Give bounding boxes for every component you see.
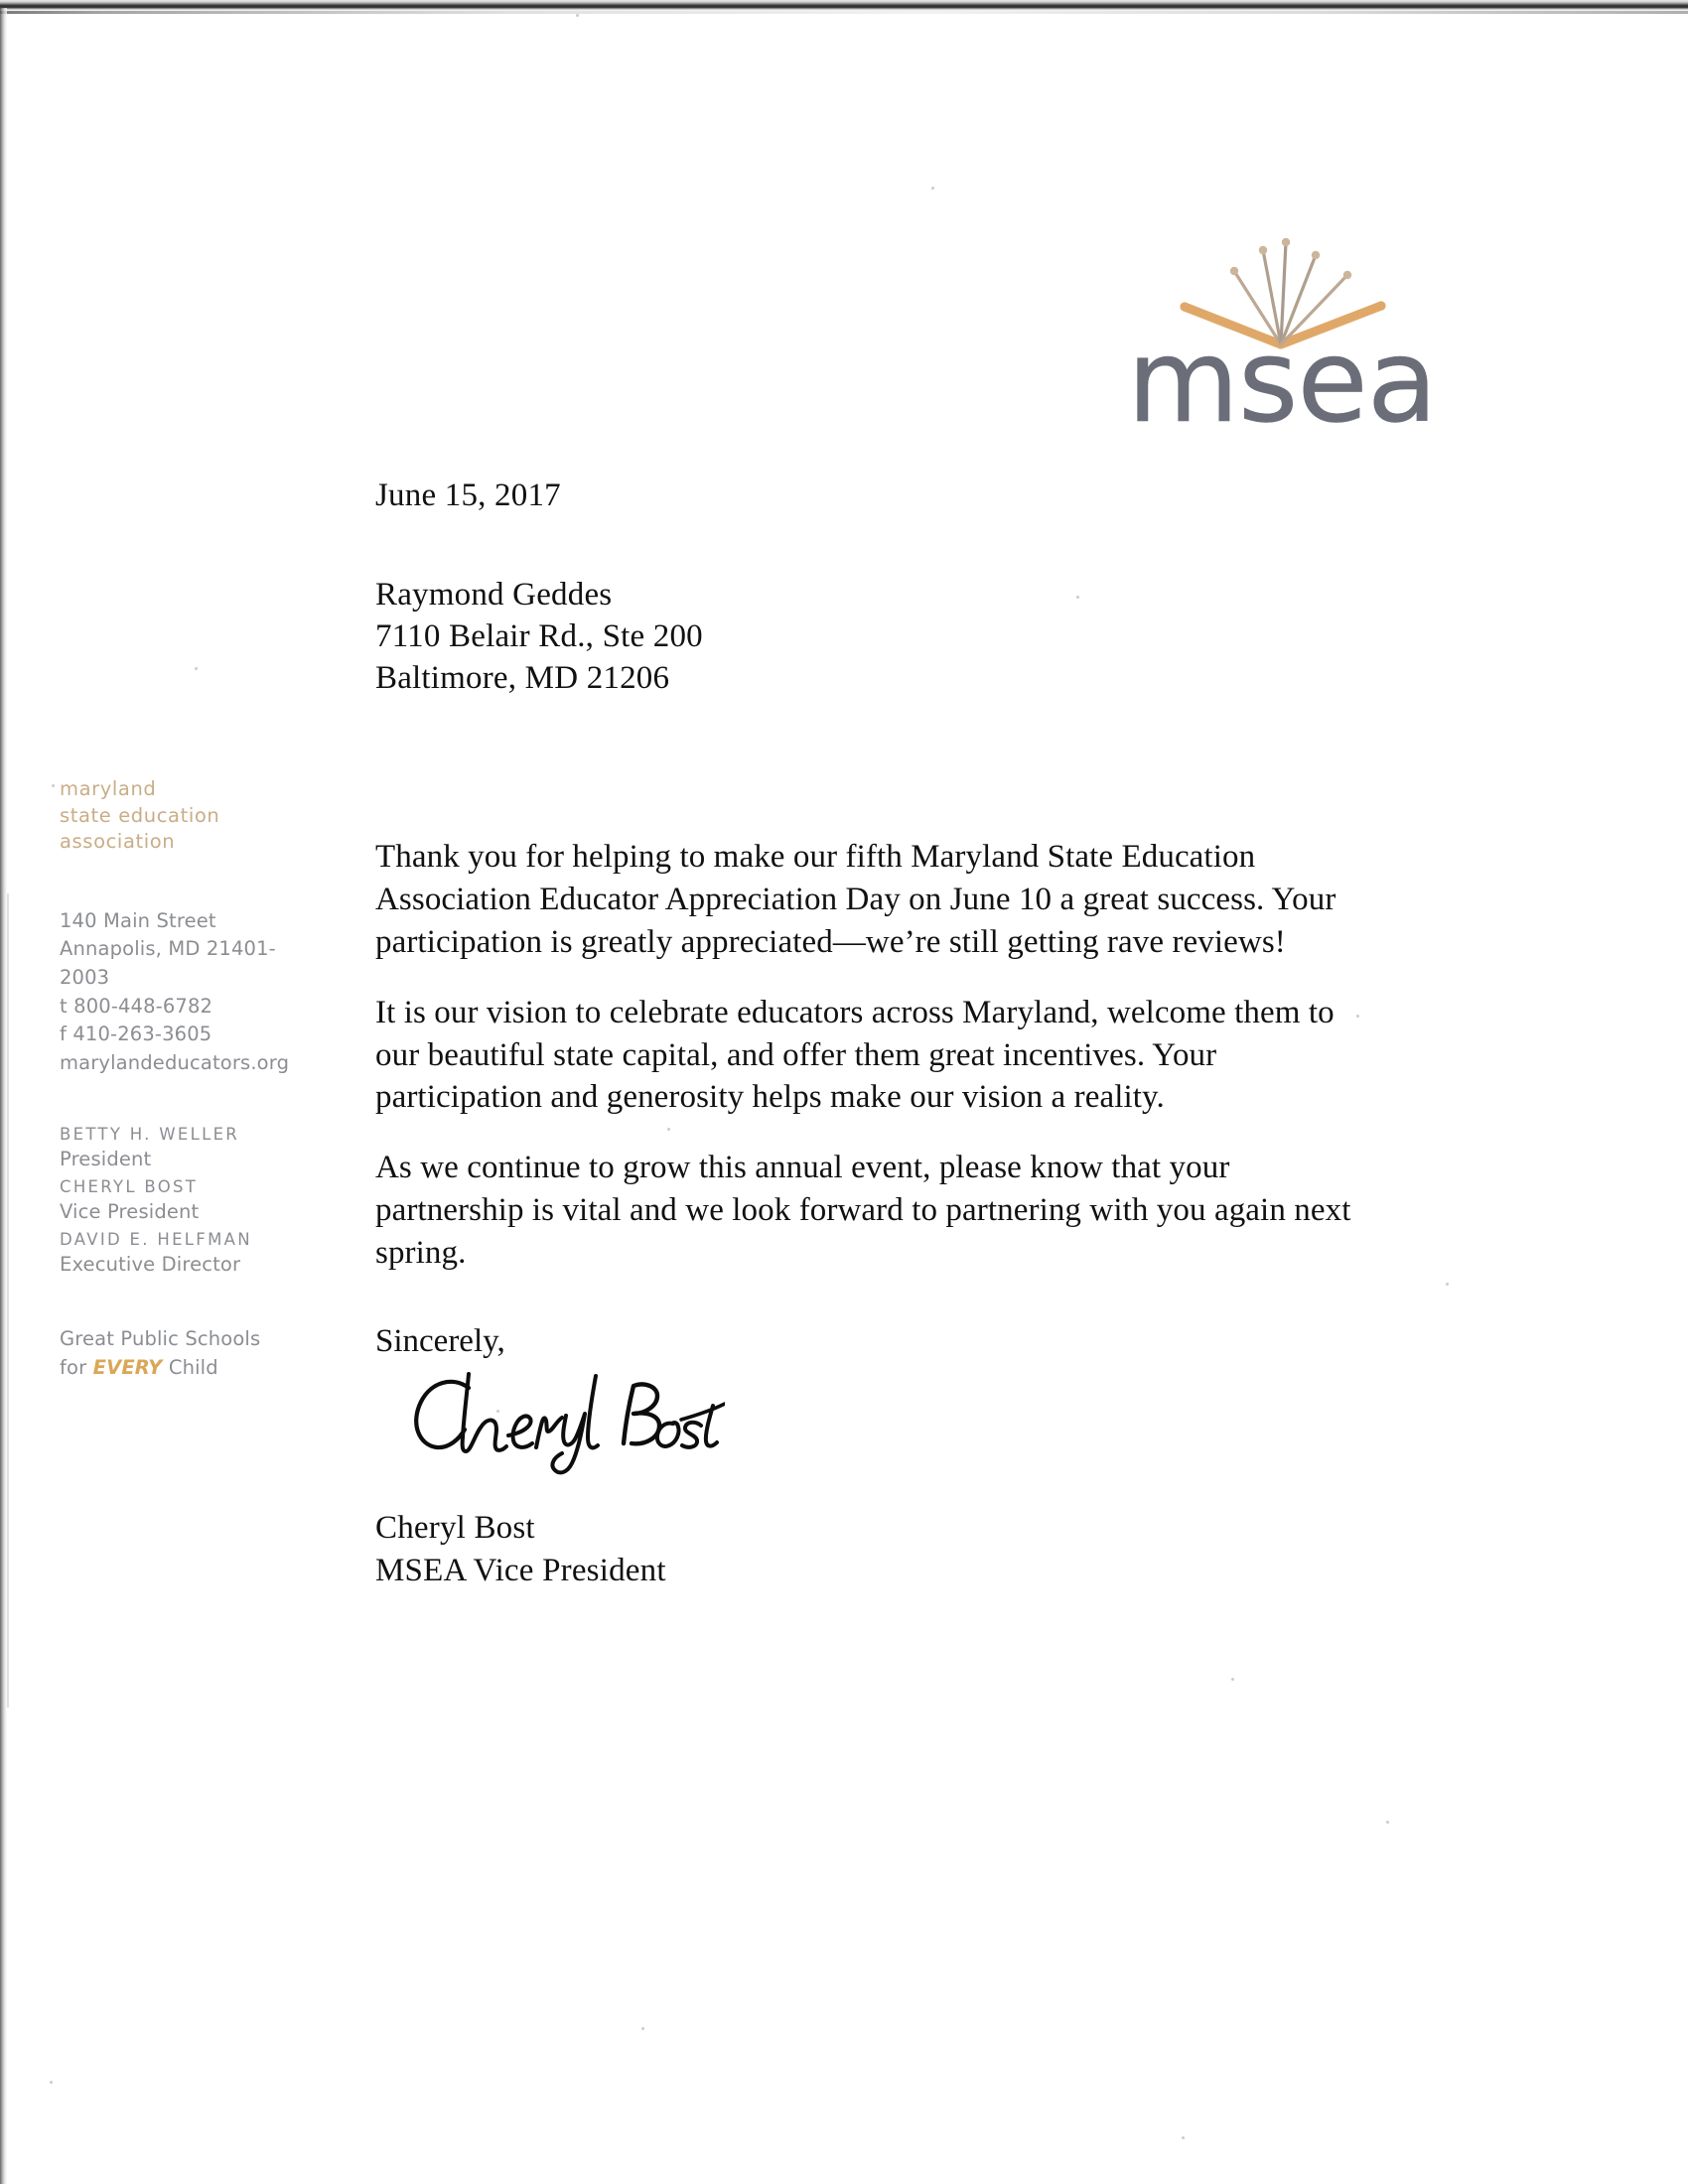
letter-body <box>375 836 1358 1302</box>
scan-speck <box>1386 1821 1389 1824</box>
handwritten-signature <box>397 1362 725 1481</box>
org-line-3: association <box>60 830 176 854</box>
body-paragraph: It is our vision to celebrate educators across Maryland, welcome them to our beautiful state capital, and offer them great incentives. Your participation and generosity helps make our vision a reality. <box>375 994 1335 1116</box>
signer-name: Cheryl Bost <box>375 1510 535 1546</box>
scan-speck <box>50 2081 53 2084</box>
scan-speck <box>576 14 579 17</box>
scan-left-edge-artifact <box>0 8 7 2184</box>
scan-speck <box>1076 596 1079 599</box>
tagline <box>60 1325 318 1382</box>
tagline-line-1: Great Public Schools <box>60 1327 261 1351</box>
signature-block <box>375 1507 666 1592</box>
msea-logo <box>1127 233 1484 449</box>
officer-title-vice-president: Vice President <box>60 1199 200 1223</box>
scan-top-edge-artifact <box>0 0 1688 11</box>
city-state-zip: Annapolis, MD 21401-2003 <box>60 937 276 989</box>
org-line-2: state education <box>60 803 220 827</box>
scan-speck <box>641 2027 644 2030</box>
recipient-address <box>375 574 703 700</box>
letter-date: June 15, 2017 <box>375 478 561 513</box>
scan-speck <box>1231 1678 1234 1681</box>
website-url[interactable]: marylandeducators.org <box>60 1050 290 1074</box>
officer-name-vice-president: CHERYL BOST <box>60 1177 199 1197</box>
phone-number: t 800-448-6782 <box>60 994 213 1018</box>
signer-title: MSEA Vice President <box>375 1552 666 1588</box>
scan-speck <box>195 667 198 670</box>
contact-block <box>60 907 318 1078</box>
organization-name <box>60 776 318 856</box>
scan-left-hairline-artifact <box>7 893 9 1707</box>
body-paragraph: Thank you for helping to make our fifth Maryland State Education Association Educator Appreciation Day on June 10 a great success. Your participation is greatly appreciated—we’re still getting rave reviews! <box>375 839 1336 960</box>
officer-name-executive-director: DAVID E. HELFMAN <box>60 1230 252 1250</box>
scan-speck <box>1446 1283 1449 1286</box>
body-paragraph: As we continue to grow this annual event, please know that your partnership is vital and we look forward to partnering with you again next spring. <box>375 1150 1351 1272</box>
letter-signoff: Sincerely, <box>375 1323 505 1359</box>
scan-top-hairline-artifact <box>0 11 1688 14</box>
letterhead-sidebar <box>60 776 318 1382</box>
officer-title-president: President <box>60 1147 152 1170</box>
recipient-name: Raymond Geddes <box>375 577 613 613</box>
officer-title-executive-director: Executive Director <box>60 1252 241 1276</box>
tagline-line-2 <box>60 1354 318 1382</box>
recipient-city-state-zip: Baltimore, MD 21206 <box>375 660 670 697</box>
scan-speck <box>931 187 934 190</box>
officer-name-president: BETTY H. WELLER <box>60 1125 240 1145</box>
officers-block <box>60 1123 318 1278</box>
tagline-suffix: Child <box>162 1355 218 1379</box>
msea-wordmark: msea <box>1127 315 1437 449</box>
fax-number: f 410-263-3605 <box>60 1023 212 1046</box>
tagline-prefix: for <box>60 1355 93 1379</box>
recipient-street: 7110 Belair Rd., Ste 200 <box>375 618 703 655</box>
street-address: 140 Main Street <box>60 908 216 932</box>
org-line-1: maryland <box>60 777 157 800</box>
scan-speck <box>1182 2136 1185 2139</box>
tagline-emphasis: EVERY <box>92 1355 163 1379</box>
scan-speck <box>52 784 55 787</box>
